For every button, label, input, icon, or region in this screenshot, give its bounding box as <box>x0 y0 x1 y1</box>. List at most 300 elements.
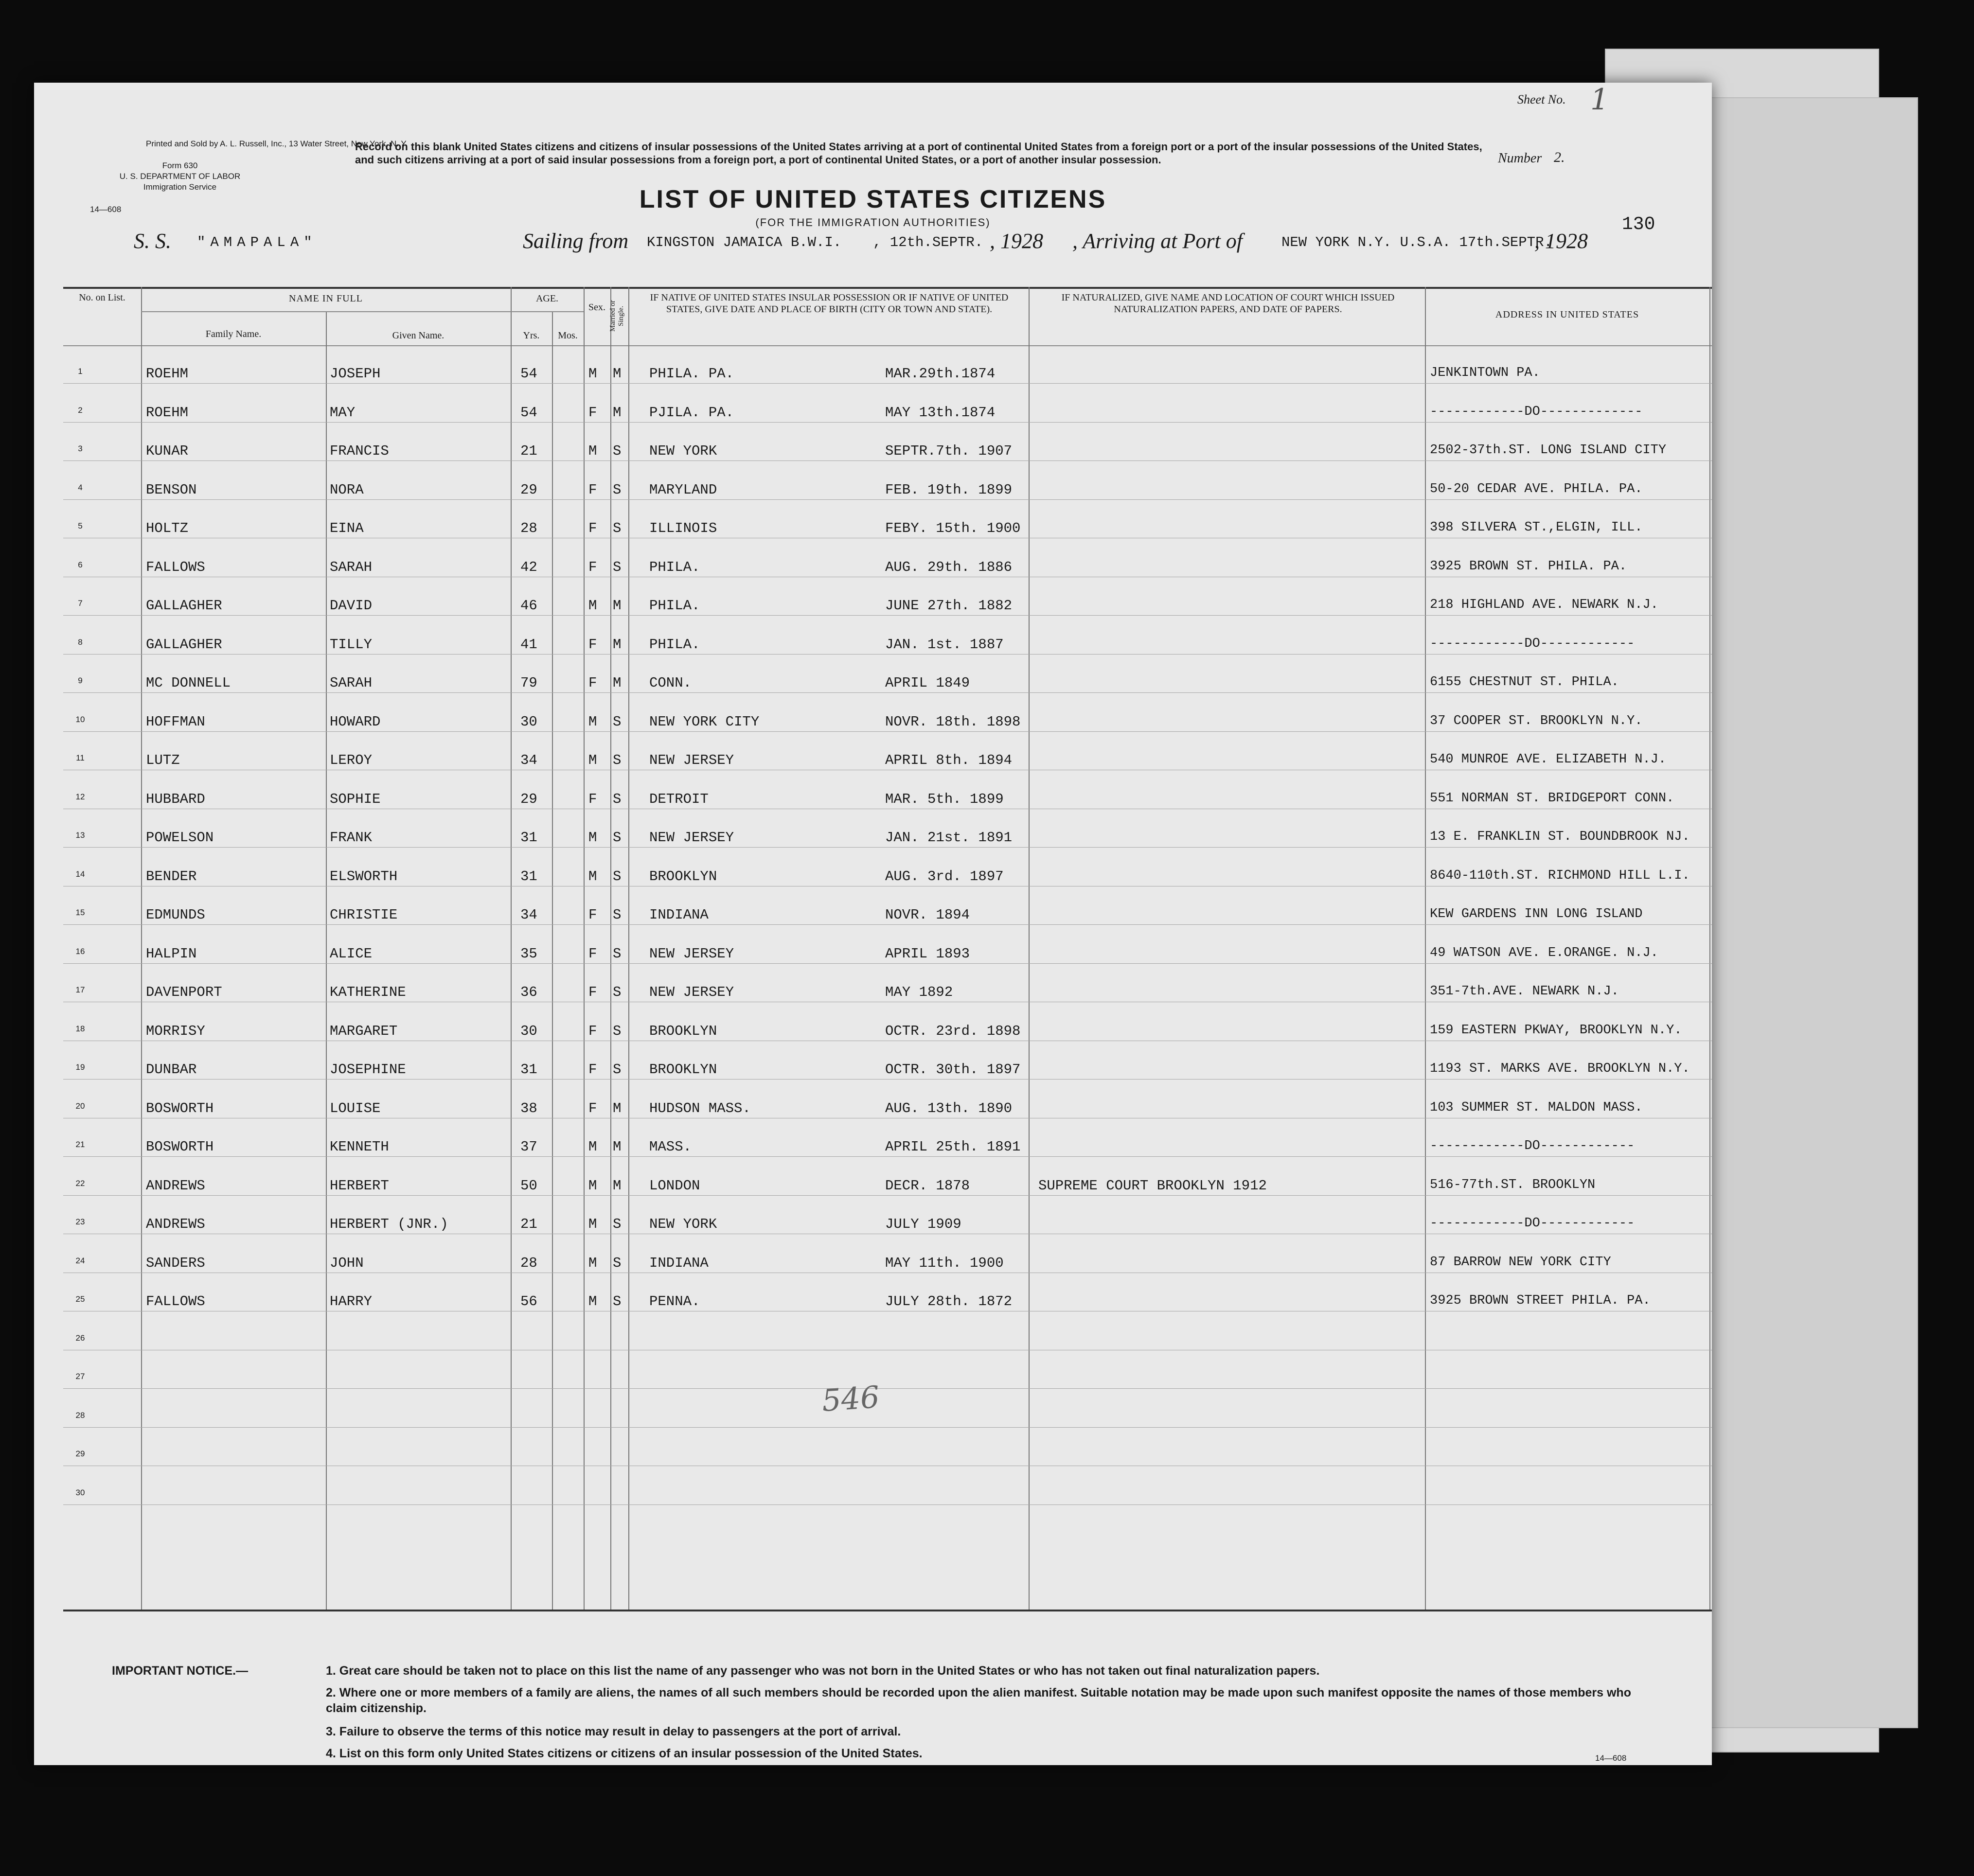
cell-address: ------------DO------------ <box>1430 1139 1635 1153</box>
number-value: 2. <box>1554 149 1565 165</box>
table-row <box>63 1157 1712 1196</box>
cell-family-name: BENDER <box>146 868 197 885</box>
cell-given-name: JOSEPHINE <box>330 1062 406 1078</box>
row-number: 14 <box>75 869 85 879</box>
cell-marital-status: S <box>613 559 622 575</box>
form-number: Form 630 <box>162 161 198 170</box>
cell-marital-status: S <box>613 443 622 459</box>
row-number: 3 <box>78 444 83 453</box>
cell-sex: F <box>588 945 597 962</box>
cell-marital-status: S <box>613 1293 622 1310</box>
cell-age: 31 <box>520 868 537 885</box>
cell-given-name: CHRISTIE <box>330 907 398 923</box>
cell-marital-status: S <box>613 907 622 923</box>
cell-given-name: SARAH <box>330 675 373 691</box>
cell-address: 1193 ST. MARKS AVE. BROOKLYN N.Y. <box>1430 1062 1690 1076</box>
cell-given-name: FRANK <box>330 830 373 846</box>
cell-address: 49 WATSON AVE. E.ORANGE. N.J. <box>1430 945 1658 960</box>
cell-marital-status: S <box>613 752 622 768</box>
cell-birth-date: JULY 1909 <box>885 1216 961 1232</box>
cell-birth-date: FEB. 19th. 1899 <box>885 481 1013 498</box>
cell-age: 29 <box>520 481 537 498</box>
cell-family-name: HOLTZ <box>146 520 189 536</box>
row-number: 9 <box>78 676 83 685</box>
cell-age: 54 <box>520 404 537 421</box>
cell-address: JENKINTOWN PA. <box>1430 366 1540 380</box>
cell-given-name: HARRY <box>330 1293 373 1310</box>
cell-birth-place: PJILA. PA. <box>649 404 734 421</box>
header-given: Given Name. <box>392 330 445 341</box>
header-mos: Mos. <box>558 330 578 341</box>
table-row <box>63 1118 1712 1157</box>
cell-birth-place: PHILA. <box>649 636 700 653</box>
cell-family-name: GALLAGHER <box>146 636 222 653</box>
handwritten-note: 546 <box>820 1379 881 1419</box>
cell-given-name: ELSWORTH <box>330 868 398 885</box>
top-notice: Record on this blank United States citizens and citizens of insular possessions of the United States arriving at a port of continental United States from a foreign port or a port of the insular possessions of the United States, and such citizens arriving at a port of said insular possessions from a foreign port, a port of continental United States, or a port of another insular possession. <box>355 141 1482 166</box>
cell-birth-date: OCTR. 30th. 1897 <box>885 1062 1021 1078</box>
row-number: 30 <box>75 1487 85 1497</box>
cell-family-name: DUNBAR <box>146 1062 197 1078</box>
cell-birth-place: PHILA. PA. <box>649 366 734 382</box>
cell-birth-date: NOVR. 18th. 1898 <box>885 713 1021 730</box>
cell-family-name: SANDERS <box>146 1255 205 1271</box>
cell-birth-date: APRIL 25th. 1891 <box>885 1139 1021 1155</box>
table-row <box>63 423 1712 461</box>
service: Immigration Service <box>143 182 217 192</box>
cell-family-name: EDMUNDS <box>146 907 205 923</box>
cell-age: 42 <box>520 559 537 575</box>
notice-item-1: 1. Great care should be taken not to place on this list the name of any passenger who was not born in the United States or who has not taken out final naturalization papers. <box>326 1664 1320 1678</box>
cell-birth-place: HUDSON MASS. <box>649 1100 751 1116</box>
cell-birth-date: FEBY. 15th. 1900 <box>885 520 1021 536</box>
department: U. S. DEPARTMENT OF LABOR <box>119 172 241 181</box>
header-married: Married or Single. <box>609 300 625 332</box>
cell-family-name: DAVENPORT <box>146 984 222 1000</box>
cell-family-name: FALLOWS <box>146 1293 205 1310</box>
row-number: 5 <box>78 521 83 531</box>
cell-given-name: LEROY <box>330 752 373 768</box>
header-address: ADDRESS IN UNITED STATES <box>1495 309 1639 320</box>
cell-given-name: SOPHIE <box>330 791 381 807</box>
cell-address: 516-77th.ST. BROOKLYN <box>1430 1177 1596 1192</box>
cell-family-name: LUTZ <box>146 752 180 768</box>
cell-family-name: HOFFMAN <box>146 713 205 730</box>
footer-code: 14—608 <box>1595 1753 1627 1763</box>
header-family: Family Name. <box>205 329 262 339</box>
cell-sex: F <box>588 520 597 536</box>
cell-family-name: BOSWORTH <box>146 1139 214 1155</box>
cell-birth-date: MAR.29th.1874 <box>885 366 996 382</box>
sailing-from-label: Sailing from <box>523 229 629 253</box>
row-number: 6 <box>78 560 83 569</box>
cell-birth-place: NEW JERSEY <box>649 830 734 846</box>
header-yrs: Yrs. <box>523 330 540 341</box>
table-row <box>63 925 1712 964</box>
cell-sex: F <box>588 1062 597 1078</box>
cell-family-name: MC DONNELL <box>146 675 231 691</box>
row-number: 2 <box>78 405 83 415</box>
cell-given-name: ALICE <box>330 945 373 962</box>
arrive-year: , 1928 <box>1534 229 1588 253</box>
cell-marital-status: S <box>613 791 622 807</box>
cell-sex: F <box>588 559 597 575</box>
table-row <box>63 771 1712 809</box>
cell-marital-status: S <box>613 481 622 498</box>
cell-address: 398 SILVERA ST.,ELGIN, ILL. <box>1430 520 1643 535</box>
cell-sex: F <box>588 984 597 1000</box>
row-number: 7 <box>78 599 83 608</box>
cell-age: 29 <box>520 791 537 807</box>
important-notice-label: IMPORTANT NOTICE.— <box>112 1664 249 1678</box>
cell-address: 103 SUMMER ST. MALDON MASS. <box>1430 1100 1643 1115</box>
row-number: 16 <box>75 946 85 956</box>
cell-address: 218 HIGHLAND AVE. NEWARK N.J. <box>1430 598 1658 612</box>
cell-birth-date: DECR. 1878 <box>885 1177 970 1194</box>
table-row <box>63 809 1712 848</box>
cell-address: 50-20 CEDAR AVE. PHILA. PA. <box>1430 481 1643 496</box>
table-row <box>63 1196 1712 1234</box>
cell-age: 35 <box>520 945 537 962</box>
cell-marital-status: M <box>613 366 622 382</box>
row-number: 28 <box>75 1410 85 1420</box>
cell-address: 87 BARROW NEW YORK CITY <box>1430 1255 1611 1270</box>
cell-birth-place: NEW JERSEY <box>649 752 734 768</box>
cell-sex: M <box>588 598 597 614</box>
cell-address: 6155 CHESTNUT ST. PHILA. <box>1430 675 1619 690</box>
row-number: 8 <box>78 637 83 647</box>
notice-item-2: 2. Where one or more members of a family are aliens, the names of all such members should be recorded upon the alien manifest. Suitable notation may be made upon such manifest opposite the names of those members who claim citizenship. <box>326 1686 1631 1715</box>
cell-birth-date: JUNE 27th. 1882 <box>885 598 1013 614</box>
cell-sex: M <box>588 752 597 768</box>
cell-sex: M <box>588 1216 597 1232</box>
cell-birth-place: ILLINOIS <box>649 520 717 536</box>
manifest-sheet <box>34 83 1712 1765</box>
table-row <box>63 1041 1712 1080</box>
row-number: 1 <box>78 367 83 376</box>
row-number: 26 <box>75 1333 85 1343</box>
cell-sex: M <box>588 830 597 846</box>
cell-age: 38 <box>520 1100 537 1116</box>
cell-sex: F <box>588 1023 597 1039</box>
cell-address: KEW GARDENS INN LONG ISLAND <box>1430 907 1643 921</box>
cell-given-name: SARAH <box>330 559 373 575</box>
table-row <box>63 345 1712 384</box>
cell-age: 21 <box>520 443 537 459</box>
table-row <box>63 1273 1712 1311</box>
cell-address: 8640-110th.ST. RICHMOND HILL L.I. <box>1430 868 1690 883</box>
cell-given-name: JOHN <box>330 1255 364 1271</box>
cell-birth-place: PHILA. <box>649 559 700 575</box>
table-row <box>63 1003 1712 1041</box>
arriving-label: , Arriving at Port of <box>1072 229 1243 253</box>
table-body <box>63 345 1712 1610</box>
cell-age: 54 <box>520 366 537 382</box>
cell-given-name: EINA <box>330 520 364 536</box>
cell-age: 28 <box>520 520 537 536</box>
cell-age: 34 <box>520 907 537 923</box>
cell-birth-place: NEW JERSEY <box>649 945 734 962</box>
table-row <box>63 693 1712 732</box>
cell-family-name: ANDREWS <box>146 1177 205 1194</box>
cell-marital-status: S <box>613 830 622 846</box>
cell-birth-date: APRIL 1849 <box>885 675 970 691</box>
cell-sex: F <box>588 636 597 653</box>
row-number: 22 <box>75 1178 85 1188</box>
row-number: 10 <box>75 714 85 724</box>
cell-birth-place: INDIANA <box>649 1255 709 1271</box>
cell-family-name: KUNAR <box>146 443 189 459</box>
cell-marital-status: S <box>613 868 622 885</box>
row-number: 4 <box>78 482 83 492</box>
page-stamp: 130 <box>1622 214 1655 235</box>
table-row <box>63 616 1712 655</box>
cell-sex: M <box>588 868 597 885</box>
cell-sex: M <box>588 713 597 730</box>
sheet-value: 1 <box>1590 83 1609 117</box>
row-number: 17 <box>75 985 85 994</box>
table-row <box>63 848 1712 886</box>
cell-birth-place: MASS. <box>649 1139 692 1155</box>
cell-sex: F <box>588 907 597 923</box>
header-age: AGE. <box>535 293 559 304</box>
cell-age: 79 <box>520 675 537 691</box>
form-subtitle: (FOR THE IMMIGRATION AUTHORITIES) <box>755 216 991 229</box>
cell-birth-date: MAR. 5th. 1899 <box>885 791 1004 807</box>
table-row <box>63 500 1712 538</box>
row-number: 11 <box>76 753 85 762</box>
cell-birth-place: PENNA. <box>649 1293 700 1310</box>
row-number: 20 <box>75 1101 85 1111</box>
cell-marital-status: S <box>613 1062 622 1078</box>
cell-given-name: FRANCIS <box>330 443 389 459</box>
sheet-label: Sheet No. <box>1517 92 1566 106</box>
number-label: Number <box>1498 151 1542 166</box>
cell-given-name: MAY <box>330 404 356 421</box>
cell-given-name: NORA <box>330 481 364 498</box>
cell-marital-status: S <box>613 713 622 730</box>
cell-birth-date: JULY 28th. 1872 <box>885 1293 1013 1310</box>
cell-marital-status: S <box>613 945 622 962</box>
table-row <box>63 1389 1712 1428</box>
cell-family-name: HUBBARD <box>146 791 205 807</box>
cell-given-name: TILLY <box>330 636 373 653</box>
cell-birth-date: AUG. 3rd. 1897 <box>885 868 1004 885</box>
cell-sex: M <box>588 443 597 459</box>
notice-item-3: 3. Failure to observe the terms of this notice may result in delay to passengers at the port of arrival. <box>326 1725 901 1738</box>
printer-line: Printed and Sold by A. L. Russell, Inc., 13 Water Street, New York, N. Y. <box>146 139 408 148</box>
cell-birth-date: JAN. 1st. 1887 <box>885 636 1004 653</box>
cell-birth-place: DETROIT <box>649 791 709 807</box>
cell-age: 30 <box>520 713 537 730</box>
table-row <box>63 655 1712 693</box>
cell-family-name: GALLAGHER <box>146 598 222 614</box>
table-row <box>63 461 1712 500</box>
cell-given-name: JOSEPH <box>330 366 381 382</box>
table-row <box>63 1350 1712 1389</box>
form-title: LIST OF UNITED STATES CITIZENS <box>639 185 1107 213</box>
cell-given-name: DAVID <box>330 598 373 614</box>
ship-name: "AMAPALA" <box>197 234 317 250</box>
cell-marital-status: M <box>613 1139 622 1155</box>
cell-birth-date: MAY 13th.1874 <box>885 404 996 421</box>
cell-sex: M <box>588 1139 597 1155</box>
form-code: 14—608 <box>90 205 122 214</box>
cell-marital-status: M <box>613 598 622 614</box>
table-row <box>63 1467 1712 1505</box>
cell-age: 41 <box>520 636 537 653</box>
cell-birth-place: MARYLAND <box>649 481 717 498</box>
cell-age: 34 <box>520 752 537 768</box>
cell-given-name: KENNETH <box>330 1139 389 1155</box>
cell-marital-status: M <box>613 636 622 653</box>
row-number: 23 <box>75 1217 85 1226</box>
cell-birth-place: PHILA. <box>649 598 700 614</box>
cell-birth-place: NEW YORK CITY <box>649 713 760 730</box>
table-row <box>63 964 1712 1002</box>
cell-birth-place: BROOKLYN <box>649 1062 717 1078</box>
cell-address: 37 COOPER ST. BROOKLYN N.Y. <box>1430 713 1643 728</box>
cell-family-name: FALLOWS <box>146 559 205 575</box>
cell-sex: F <box>588 791 597 807</box>
cell-sex: F <box>588 1100 597 1116</box>
cell-birth-date: APRIL 1893 <box>885 945 970 962</box>
cell-family-name: BENSON <box>146 481 197 498</box>
depart-date: , 12th.SEPTR. <box>873 234 983 250</box>
cell-birth-date: MAY 1892 <box>885 984 953 1000</box>
cell-age: 31 <box>520 1062 537 1078</box>
cell-given-name: LOUISE <box>330 1100 381 1116</box>
cell-sex: F <box>588 404 597 421</box>
cell-age: 56 <box>520 1293 537 1310</box>
cell-sex: F <box>588 481 597 498</box>
table-row <box>63 384 1712 423</box>
cell-marital-status: M <box>613 675 622 691</box>
cell-age: 37 <box>520 1139 537 1155</box>
cell-given-name: HOWARD <box>330 713 381 730</box>
cell-marital-status: S <box>613 1216 622 1232</box>
table-row <box>63 732 1712 770</box>
cell-age: 31 <box>520 830 537 846</box>
cell-marital-status: S <box>613 984 622 1000</box>
cell-sex: M <box>588 1293 597 1310</box>
voyage-line <box>134 229 1593 263</box>
cell-birth-place: INDIANA <box>649 907 709 923</box>
cell-address: ------------DO------------ <box>1430 636 1635 651</box>
passenger-table <box>63 287 1712 1610</box>
table-row <box>63 1428 1712 1466</box>
notice-item-4: 4. List on this form only United States citizens or citizens of an insular possession of the United States. <box>326 1747 923 1760</box>
cell-naturalization: SUPREME COURT BROOKLYN 1912 <box>1038 1177 1267 1194</box>
cell-address: ------------DO------------ <box>1430 1216 1635 1231</box>
cell-address: 551 NORMAN ST. BRIDGEPORT CONN. <box>1430 791 1674 806</box>
cell-birth-date: SEPTR.7th. 1907 <box>885 443 1013 459</box>
cell-birth-place: NEW JERSEY <box>649 984 734 1000</box>
row-number: 25 <box>75 1294 85 1304</box>
cell-age: 30 <box>520 1023 537 1039</box>
row-number: 12 <box>75 792 85 801</box>
cell-family-name: ROEHM <box>146 404 189 421</box>
row-number: 19 <box>75 1062 85 1072</box>
cell-family-name: ROEHM <box>146 366 189 382</box>
cell-sex: M <box>588 1177 597 1194</box>
cell-family-name: BOSWORTH <box>146 1100 214 1116</box>
cell-address: 351-7th.AVE. NEWARK N.J. <box>1430 984 1619 999</box>
cell-age: 46 <box>520 598 537 614</box>
cell-given-name: MARGARET <box>330 1023 398 1039</box>
cell-birth-date: APRIL 8th. 1894 <box>885 752 1013 768</box>
cell-birth-place: BROOKLYN <box>649 868 717 885</box>
cell-address: 540 MUNROE AVE. ELIZABETH N.J. <box>1430 752 1667 767</box>
cell-birth-date: OCTR. 23rd. 1898 <box>885 1023 1021 1039</box>
cell-family-name: POWELSON <box>146 830 214 846</box>
cell-age: 50 <box>520 1177 537 1194</box>
cell-birth-date: JAN. 21st. 1891 <box>885 830 1013 846</box>
arriving-port: NEW YORK N.Y. U.S.A. 17th.SEPTR. <box>1281 234 1552 250</box>
cell-marital-status: S <box>613 520 622 536</box>
cell-family-name: MORRISY <box>146 1023 205 1039</box>
cell-birth-place: NEW YORK <box>649 1216 717 1232</box>
ship-prefix: S. S. <box>134 229 171 253</box>
cell-marital-status: M <box>613 404 622 421</box>
depart-year: , 1928 <box>990 229 1043 253</box>
table-row <box>63 1080 1712 1118</box>
header-naturalized: IF NATURALIZED, GIVE NAME AND LOCATION OF COURT WHICH ISSUED NATURALIZATION PAPERS, AND DATE OF PAPERS. <box>1061 292 1395 315</box>
cell-address: 2502-37th.ST. LONG ISLAND CITY <box>1430 443 1667 458</box>
header-no: No. on List. <box>79 292 125 303</box>
table-row <box>63 1312 1712 1350</box>
cell-marital-status: S <box>613 1023 622 1039</box>
cell-address: 3925 BROWN STREET PHILA. PA. <box>1430 1293 1651 1308</box>
row-number: 15 <box>75 908 85 917</box>
cell-address: 159 EASTERN PKWAY, BROOKLYN N.Y. <box>1430 1023 1682 1038</box>
cell-birth-place: CONN. <box>649 675 692 691</box>
header-sex: Sex. <box>588 302 605 313</box>
cell-address: ------------DO------------- <box>1430 404 1643 419</box>
cell-birth-date: AUG. 29th. 1886 <box>885 559 1013 575</box>
row-number: 21 <box>75 1140 85 1149</box>
cell-given-name: HERBERT (JNR.) <box>330 1216 448 1232</box>
cell-birth-place: NEW YORK <box>649 443 717 459</box>
table-row <box>63 539 1712 577</box>
cell-marital-status: M <box>613 1177 622 1194</box>
row-number: 27 <box>75 1372 85 1381</box>
row-number: 18 <box>75 1024 85 1033</box>
row-number: 13 <box>75 831 85 840</box>
cell-age: 21 <box>520 1216 537 1232</box>
cell-birth-place: LONDON <box>649 1177 700 1194</box>
cell-address: 3925 BROWN ST. PHILA. PA. <box>1430 559 1627 574</box>
cell-birth-date: AUG. 13th. 1890 <box>885 1100 1013 1116</box>
header-birth: IF NATIVE OF UNITED STATES INSULAR POSSESSION OR IF NATIVE OF UNITED STATES, GIVE DATE AND PLACE OF BIRTH (CITY OR TOWN AND STATE). <box>650 292 1009 315</box>
cell-sex: M <box>588 366 597 382</box>
sailing-from: KINGSTON JAMAICA B.W.I. <box>647 234 842 250</box>
cell-birth-place: BROOKLYN <box>649 1023 717 1039</box>
cell-given-name: HERBERT <box>330 1177 389 1194</box>
cell-family-name: ANDREWS <box>146 1216 205 1232</box>
cell-age: 36 <box>520 984 537 1000</box>
cell-sex: M <box>588 1255 597 1271</box>
header-name-in-full: NAME IN FULL <box>289 293 363 304</box>
table-row <box>63 886 1712 925</box>
cell-given-name: KATHERINE <box>330 984 406 1000</box>
cell-address: 13 E. FRANKLIN ST. BOUNDBROOK NJ. <box>1430 830 1690 844</box>
table-row <box>63 1235 1712 1273</box>
cell-marital-status: M <box>613 1100 622 1116</box>
cell-birth-date: MAY 11th. 1900 <box>885 1255 1004 1271</box>
cell-marital-status: S <box>613 1255 622 1271</box>
cell-sex: F <box>588 675 597 691</box>
